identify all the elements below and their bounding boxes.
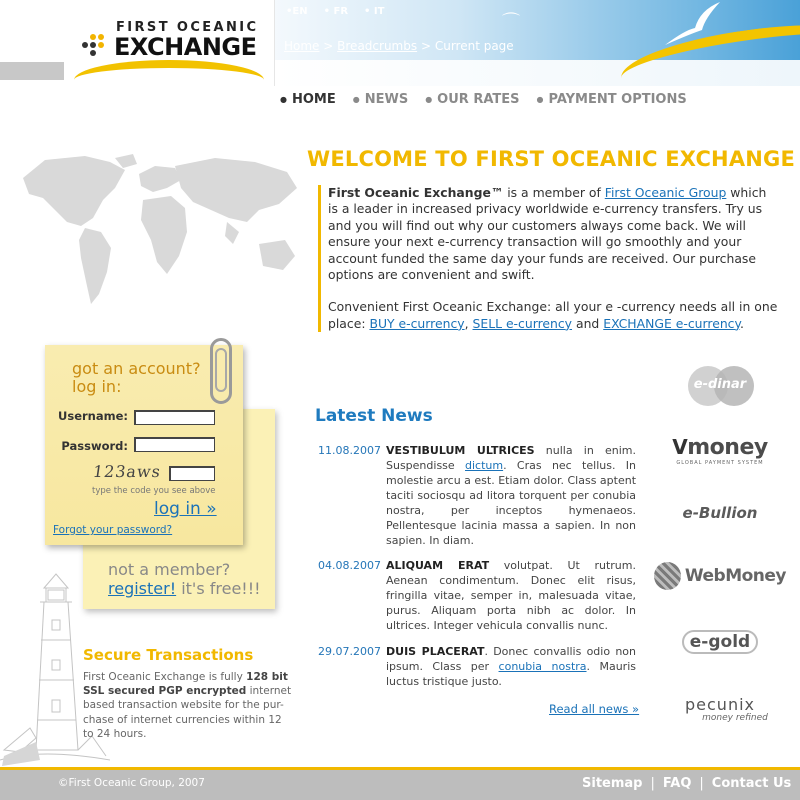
buy-ecurrency-link[interactable]: BUY e-currency [369, 315, 465, 331]
first-oceanic-group-link[interactable]: First Oceanic Group [604, 185, 727, 200]
pecunix-logo[interactable]: pecunix money refined [685, 695, 768, 723]
password-label: Password: [61, 439, 128, 453]
logo-dots-icon [82, 34, 104, 56]
contact-us-link[interactable]: Contact Us [711, 776, 792, 791]
register-prompt: not a member? register! it's free!!! [108, 560, 261, 598]
news-body: DUIS PLACERAT. Donec convallis odio non ipsum. Class per conubia nostra. Mauris luctus tristique justo. [386, 645, 636, 688]
sitemap-link[interactable]: Sitemap [582, 776, 643, 791]
captcha-image: 123aws [91, 462, 163, 481]
bullet-icon: ● [536, 95, 544, 104]
bullet-icon: ● [352, 95, 360, 104]
news-item [318, 644, 636, 689]
secure-transactions-text: First Oceanic Exchange is fully 128 bit SSL secured PGP encrypted internet based transaction website for the pur-chase of internet currencies within 12 to 24 hours. [83, 671, 292, 740]
breadcrumb-separator: > [323, 39, 334, 53]
footer-links [582, 776, 791, 791]
header-left-strip [0, 0, 64, 80]
egold-logo[interactable]: e-gold [654, 630, 786, 654]
login-title: got an account? log in: [72, 359, 201, 396]
news-date: 04.08.2007 [318, 559, 381, 572]
nav-our-rates[interactable]: ● OUR RATES [425, 92, 520, 107]
bullet-icon: ● [280, 95, 287, 104]
welcome-paragraph-2: Convenient First Oceanic Exchange: all your e -currency needs all in one place: BUY e-currency, SELL e-currency and EXCHANGE e-currency. [328, 299, 778, 331]
webmoney-globe-icon [654, 562, 681, 590]
vmoney-logo[interactable]: Vmoney GLOBAL PAYMENT SYSTEM [672, 435, 768, 466]
language-selector [286, 6, 384, 17]
footer-separator: | [699, 776, 704, 791]
ebullion-logo[interactable]: e-Bullion [682, 504, 758, 522]
main-nav [280, 92, 687, 107]
lang-fr[interactable]: • FR [323, 6, 349, 17]
captcha-hint: type the code you see above [92, 486, 216, 496]
paperclip-inner [215, 348, 227, 392]
logo-line2: EXCHANGE [114, 33, 257, 61]
breadcrumb [284, 39, 514, 53]
news-date: 29.07.2007 [318, 645, 381, 658]
webmoney-logo[interactable]: WebMoney [654, 562, 786, 590]
logo[interactable] [64, 0, 274, 86]
breadcrumb-breadcrumbs[interactable]: Breadcrumbs [337, 39, 418, 53]
bullet-icon: ● [425, 95, 433, 104]
breadcrumb-separator: > [420, 39, 431, 53]
username-input[interactable] [134, 410, 215, 425]
breadcrumb-home[interactable]: Home [284, 39, 320, 53]
username-label: Username: [58, 409, 128, 423]
lang-en[interactable]: •EN [286, 6, 308, 17]
news-item [318, 443, 636, 548]
nav-payment-options[interactable]: ● PAYMENT OPTIONS [536, 92, 687, 107]
forgot-password-link[interactable]: Forgot your password? [53, 524, 173, 536]
news-link-dictum[interactable]: dictum [465, 459, 504, 472]
news-item [318, 558, 636, 633]
secure-transactions-title: Secure Transactions [83, 646, 254, 664]
news-body: VESTIBULUM ULTRICES nulla in enim. Suspendisse dictum. Cras nec tellus. In molestie arcu a est. Etiam dolor. Class aptent taciti sociosqu ad litora torquent per conubia nostra, per inceptos hymenaeos. Pellentesque lacinia massa a sapien. In non sapien. In diam. [386, 444, 637, 547]
page-title: WELCOME TO FIRST OCEANIC EXCHANGE [307, 147, 796, 171]
world-map-image [15, 148, 305, 318]
password-input[interactable] [134, 437, 215, 452]
logo-swoosh [74, 60, 264, 86]
register-link[interactable]: register! [108, 579, 177, 598]
nav-news[interactable]: ● NEWS [352, 92, 409, 107]
faq-link[interactable]: FAQ [662, 776, 692, 791]
breadcrumb-current: Current page [434, 39, 514, 53]
latest-news-title: Latest News [315, 406, 433, 426]
lang-it[interactable]: • IT [364, 6, 385, 17]
welcome-paragraph-1: First Oceanic Exchange™ is a member of First Oceanic Group which is a leader in increased privacy worldwide e-currency transfers. Try us and you will find out why our customers always come back. We will ensure your next e-currency transaction will go smoothly and your account funded the same day your funds are received. Our purchase options are convenient and swift. [328, 185, 767, 283]
sell-ecurrency-link[interactable]: SELL e-currency [472, 315, 573, 331]
welcome-text [318, 185, 778, 332]
read-all-news-link[interactable]: Read all news » [549, 702, 640, 716]
news-link-conubia-nostra[interactable]: conubia nostra [498, 660, 587, 673]
login-button[interactable]: log in » [154, 499, 217, 519]
edinar-logo[interactable]: e-dinar [654, 366, 786, 406]
news-date: 11.08.2007 [318, 444, 381, 457]
captcha-input[interactable] [169, 466, 215, 481]
seagull-icon: ⌒ [502, 12, 520, 33]
nav-home[interactable]: ● HOME [280, 92, 336, 107]
footer-separator: | [650, 776, 655, 791]
exchange-ecurrency-link[interactable]: EXCHANGE e-currency [603, 315, 741, 331]
news-body: ALIQUAM ERAT volutpat. Ut rutrum. Aenean condimentum. Donec elit risus, fringilla vitae, semper in, malesuada vitae, purus. Aliquam porta nibh ac dolor. In ultrices. Integer vehicula convallis nunc. [386, 559, 636, 632]
copyright: ©First Oceanic Group, 2007 [58, 777, 205, 789]
logo-line1: FIRST OCEANIC [116, 20, 259, 35]
brand-name: First Oceanic Exchange™ [328, 185, 504, 200]
